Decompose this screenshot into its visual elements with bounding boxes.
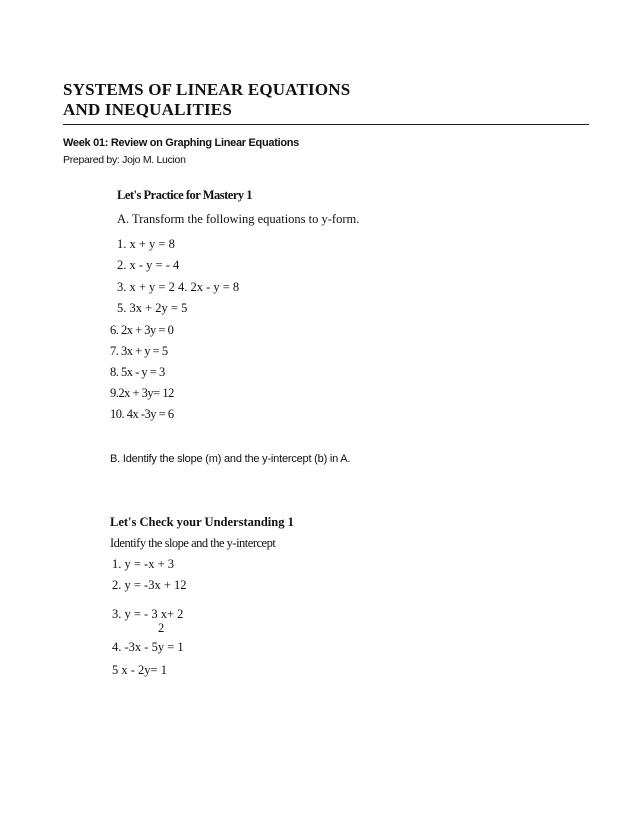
title-divider (63, 124, 589, 125)
week-subtitle: Week 01: Review on Graphing Linear Equations (63, 137, 299, 149)
check-item: 3. y = - 3 x+ 2 (112, 607, 184, 621)
practice-item: 2. x - y = - 4 (117, 258, 180, 272)
practice-item: 8. 5x - y = 3 (110, 365, 165, 379)
practice-item: 1. x + y = 8 (117, 237, 175, 251)
practice-heading: Let's Practice for Mastery 1 (117, 188, 253, 202)
check-heading: Let's Check your Understanding 1 (110, 515, 294, 529)
practice-instruction-b: B. Identify the slope (m) and the y-intercept (b) in A. (110, 453, 351, 465)
fraction-denominator: 2 (158, 621, 165, 635)
prepared-by: Prepared by: Jojo M. Lucion (63, 154, 186, 166)
title-line-2: AND INEQUALITIES (63, 100, 232, 119)
practice-item: 5. 3x + 2y = 5 (117, 301, 188, 315)
practice-item: 7. 3x + y = 5 (110, 344, 168, 358)
practice-item: 3. x + y = 2 4. 2x - y = 8 (117, 280, 240, 294)
check-item: 2. y = -3x + 12 (112, 578, 187, 592)
check-instruction: Identify the slope and the y-intercept (110, 536, 276, 550)
document-title (63, 80, 350, 120)
practice-item: 10. 4x -3y = 6 (110, 407, 174, 421)
check-item: 5 x - 2y= 1 (112, 663, 167, 677)
practice-item: 9.2x + 3y= 12 (110, 386, 174, 400)
practice-instruction-a: A. Transform the following equations to y-form. (117, 212, 360, 226)
title-line-1: SYSTEMS OF LINEAR EQUATIONS (63, 80, 351, 99)
check-item: 4. -3x - 5y = 1 (112, 640, 184, 654)
check-item: 1. y = -x + 3 (112, 557, 175, 571)
practice-item: 6. 2x + 3y = 0 (110, 323, 174, 337)
